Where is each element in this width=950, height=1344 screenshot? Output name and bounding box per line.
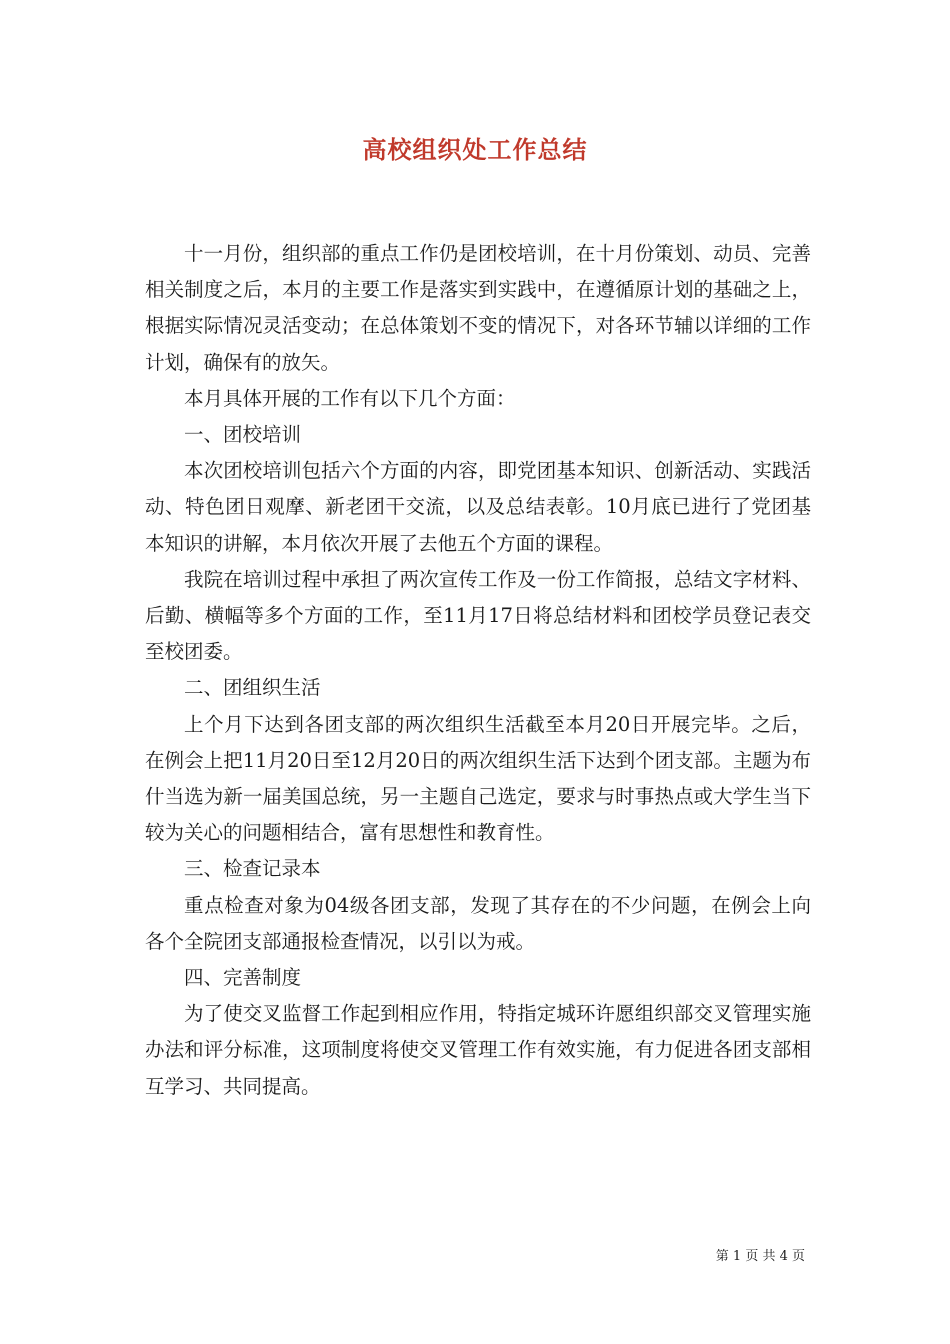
document-body [145, 236, 811, 1105]
page-number-footer: 第 1 页 共 4 页 [715, 1249, 805, 1264]
section-heading-3: 三、检查记录本 [184, 857, 321, 881]
paragraph-organization-life: 上个月下达到各团支部的两次组织生活截至本月20日开展完毕。之后，在例会上把11月20日至12月20日的两次组织生活下达到个团支部。主题为布什当选为新一届美国总统，另一主题自己选定，要求与时事热点或大学生当下较为关心的问题相结合，富有思想性和教育性。 [145, 712, 811, 845]
paragraph-intro: 十一月份，组织部的重点工作仍是团校培训，在十月份策划、动员、完善相关制度之后，本月的主要工作是落实到实践中，在遵循原计划的基础之上，根据实际情况灵活变动；在总体策划不变的情况下，对各环节辅以详细的工作计划，确保有的放矢。 [145, 242, 811, 374]
paragraph-training-content: 本次团校培训包括六个方面的内容，即党团基本知识、创新活动、实践活动、特色团日观摩、新老团干交流，以及总结表彰。10月底已进行了党团基本知识的讲解，本月依次开展了去他五个方面的课程。 [145, 459, 811, 555]
section-heading-4: 四、完善制度 [184, 966, 302, 990]
paragraph-record-check: 重点检查对象为04级各团支部，发现了其存在的不少问题，在例会上向各个全院团支部通报检查情况，以引以为戒。 [145, 893, 811, 953]
paragraph-overview: 本月具体开展的工作有以下几个方面： [184, 386, 516, 410]
section-heading-1: 一、团校培训 [184, 423, 302, 447]
paragraph-training-work: 我院在培训过程中承担了两次宣传工作及一份工作简报，总结文字材料、后勤、横幅等多个方面的工作，至11月17日将总结材料和团校学员登记表交至校团委。 [145, 567, 811, 664]
section-heading-2: 二、团组织生活 [184, 676, 321, 700]
paragraph-system-improvement: 为了使交叉监督工作起到相应作用，特指定城环许愿组织部交叉管理实施办法和评分标准，这项制度将使交叉管理工作有效实施，有力促进各团支部相互学习、共同提高。 [145, 1002, 811, 1098]
document-title: 高校组织处工作总结 [362, 135, 588, 164]
